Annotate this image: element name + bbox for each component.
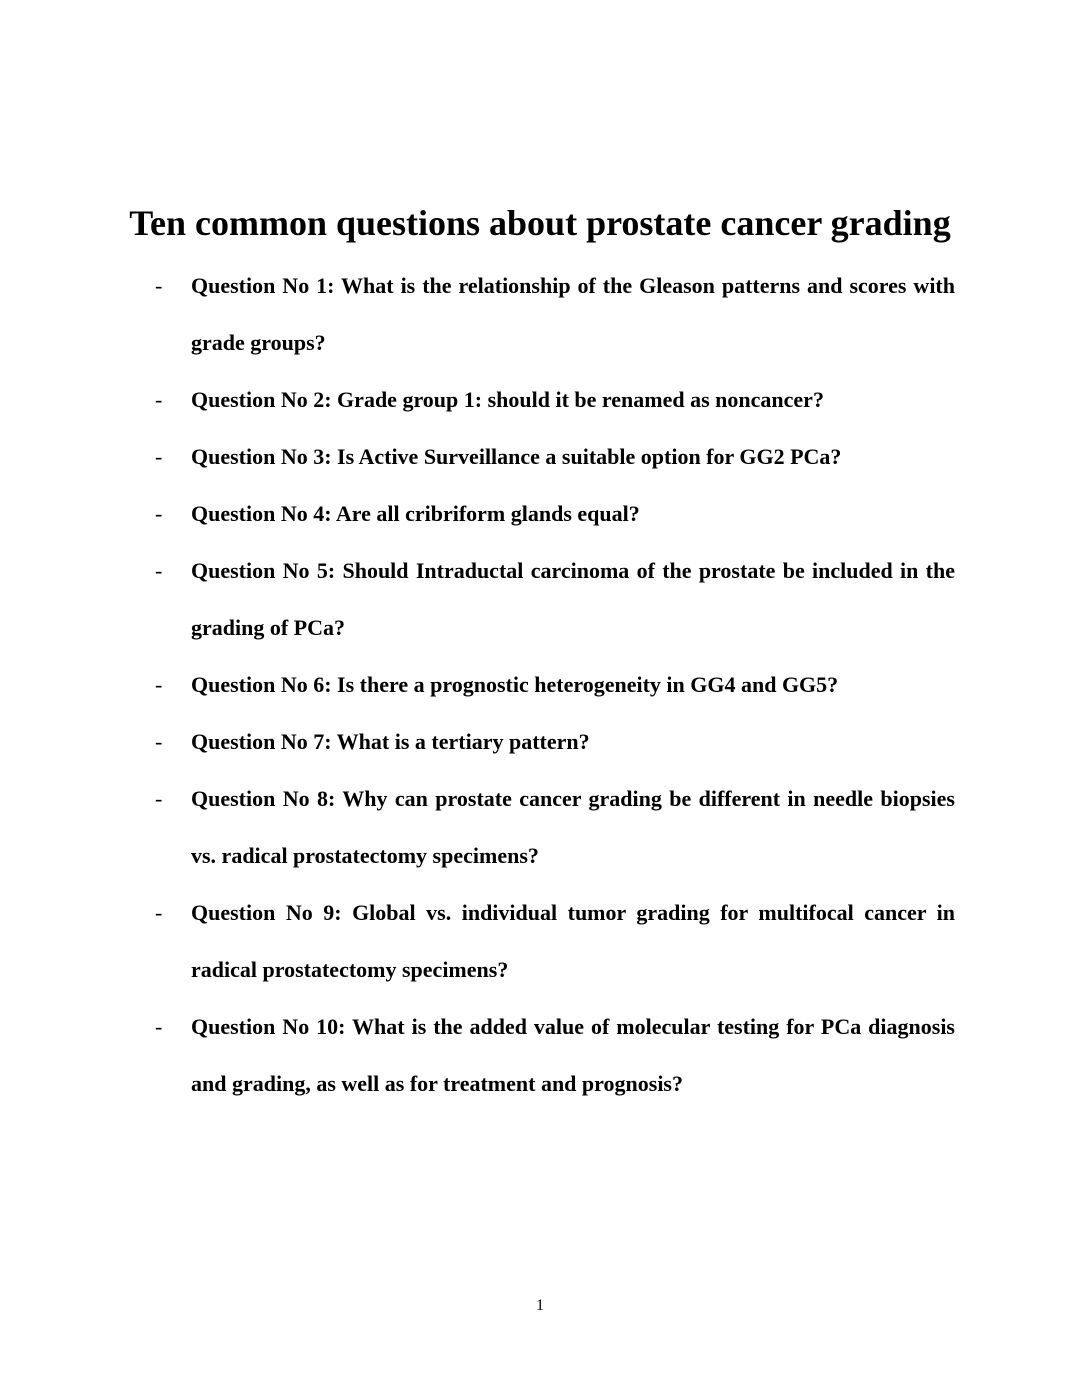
list-item: [155, 656, 955, 713]
list-item: [155, 428, 955, 485]
question-list: [155, 257, 955, 1112]
list-item: [155, 542, 955, 656]
list-item: [155, 257, 955, 371]
bullet-dash: -: [155, 729, 163, 754]
question-text: Question No 2: Grade group 1: should it be renamed as noncancer?: [191, 387, 824, 412]
question-text: Question No 3: Is Active Surveillance a suitable option for GG2 PCa?: [191, 444, 842, 469]
question-text: Question No 10: What is the added value of molecular testing for PCa diagnosis and grading, as well as for treatment and prognosis?: [191, 1014, 955, 1096]
bullet-dash: -: [155, 273, 163, 298]
list-item: [155, 371, 955, 428]
bullet-dash: -: [155, 672, 163, 697]
bullet-dash: -: [155, 501, 163, 526]
list-item: [155, 884, 955, 998]
document-title: Ten common questions about prostate cancer grading: [129, 203, 951, 244]
bullet-dash: -: [155, 387, 163, 412]
question-text: Question No 1: What is the relationship of the Gleason patterns and scores with grade groups?: [191, 273, 955, 355]
list-item: [155, 770, 955, 884]
question-text: Question No 5: Should Intraductal carcinoma of the prostate be included in the grading of PCa?: [191, 558, 955, 640]
question-text: Question No 4: Are all cribriform glands equal?: [191, 501, 640, 526]
list-item: [155, 485, 955, 542]
bullet-dash: -: [155, 558, 163, 583]
bullet-dash: -: [155, 444, 163, 469]
bullet-dash: -: [155, 900, 163, 925]
list-item: [155, 713, 955, 770]
list-item: [155, 998, 955, 1112]
question-text: Question No 9: Global vs. individual tumor grading for multifocal cancer in radical prostatectomy specimens?: [191, 900, 955, 982]
question-text: Question No 8: Why can prostate cancer grading be different in needle biopsies vs. radical prostatectomy specimens?: [191, 786, 955, 868]
question-text: Question No 6: Is there a prognostic heterogeneity in GG4 and GG5?: [191, 672, 839, 697]
page-number: 1: [536, 1297, 544, 1314]
bullet-dash: -: [155, 1014, 163, 1039]
question-text: Question No 7: What is a tertiary pattern?: [191, 729, 590, 754]
bullet-dash: -: [155, 786, 163, 811]
